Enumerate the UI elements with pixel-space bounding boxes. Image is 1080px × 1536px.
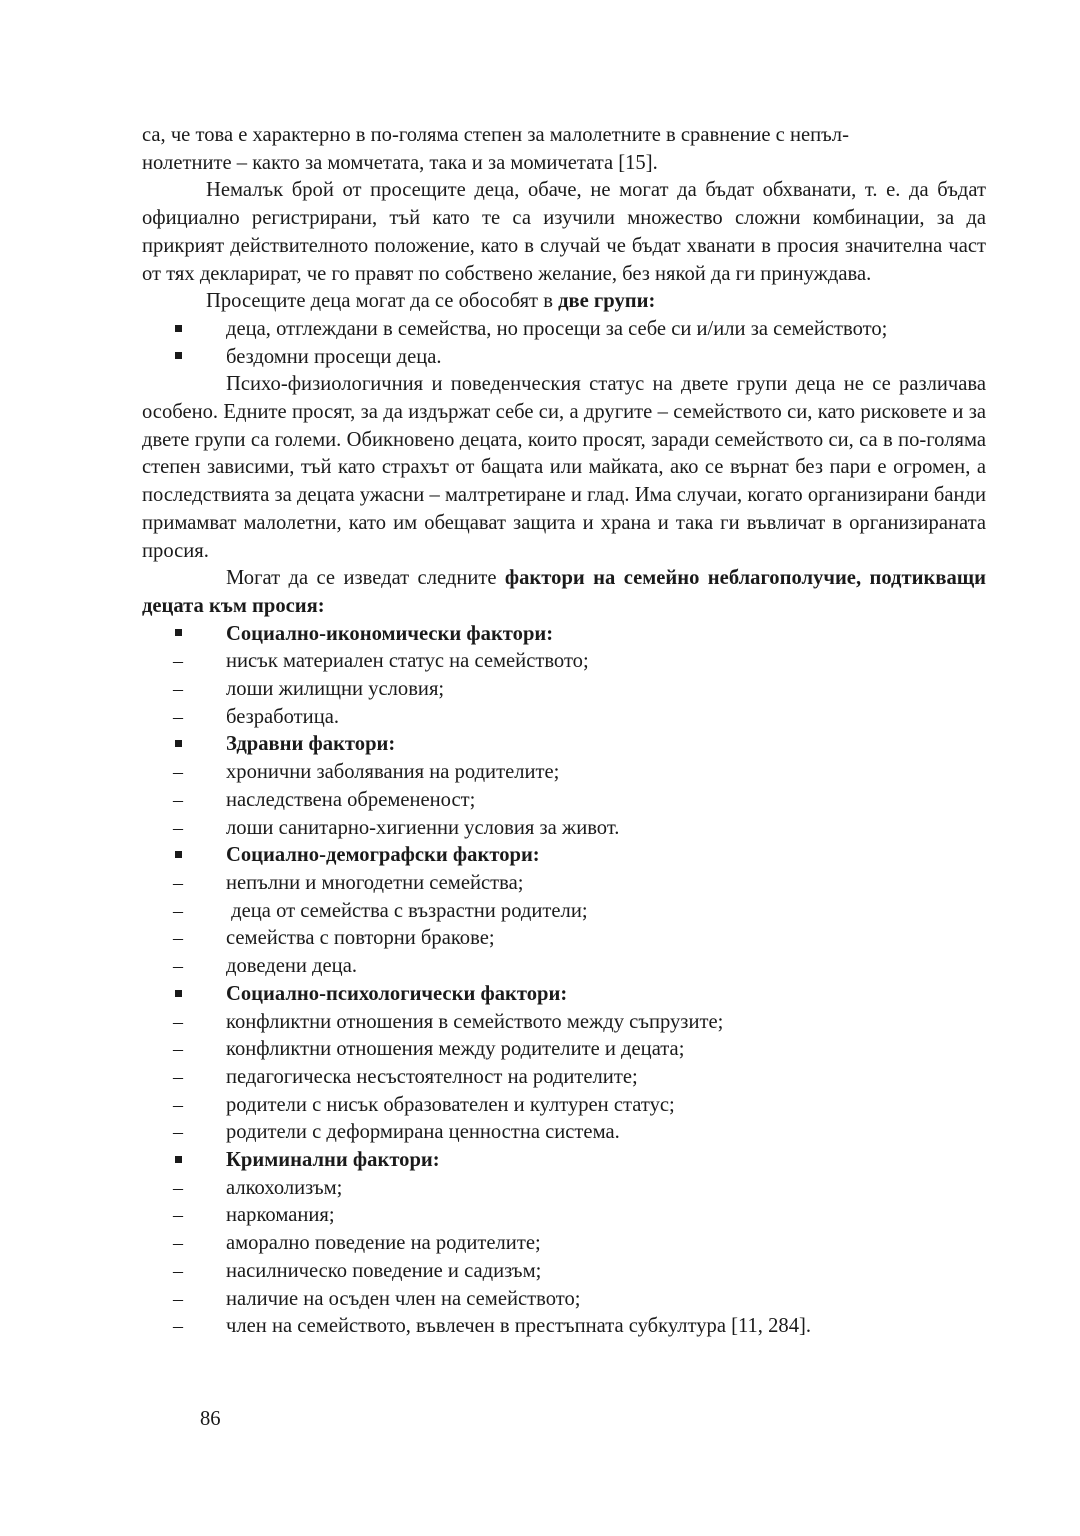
list-item [142, 1064, 986, 1092]
list-item [142, 676, 986, 704]
paragraph-1-line-2: нолетните – както за момчетата, така и за момичетата [15]. [142, 151, 658, 174]
page-number: 86 [200, 1408, 221, 1430]
groups-list [142, 316, 986, 371]
paragraph-1-line-1: са, че това е характерно в по-голяма степен за малолетните в сравнение с непъл- [142, 124, 849, 146]
list-item [142, 344, 986, 372]
list-item [142, 1230, 986, 1258]
factor-group-title-text: Здравни фактори: [226, 733, 396, 756]
dash-bullet-icon: – [173, 788, 183, 811]
dash-bullet-icon: – [173, 1259, 183, 1282]
factor-item-text: хронични заболявания на родителите; [226, 761, 560, 784]
list-item [142, 1175, 986, 1203]
list-item [142, 1258, 986, 1286]
groups-intro-text: Просещите деца могат да се обособят в [206, 290, 559, 313]
dash-bullet-icon: – [173, 1315, 183, 1338]
factor-group-title [142, 1147, 986, 1175]
square-bullet-icon [168, 731, 188, 759]
dash-bullet-icon: – [173, 1093, 183, 1116]
dash-bullet-icon: – [173, 871, 183, 894]
factor-group-title-text: Криминални фактори: [226, 1149, 440, 1172]
factor-item-text: непълни и многодетни семейства; [226, 871, 524, 894]
factor-group-title [142, 731, 986, 759]
list-item [142, 1286, 986, 1314]
dash-bullet-icon: – [173, 927, 183, 950]
dash-bullet-icon: – [173, 1065, 183, 1088]
list-item [142, 316, 986, 344]
factor-item-text: наркомания; [226, 1204, 335, 1227]
factor-item-text: аморално поведение на родителите; [226, 1232, 541, 1255]
factor-item-text: алкохолизъм; [226, 1176, 343, 1199]
square-bullet-icon [168, 1147, 188, 1175]
dash-bullet-icon: – [173, 1038, 183, 1061]
factor-item-text: безработица. [226, 705, 340, 728]
square-bullet-icon [168, 981, 188, 1009]
dash-bullet-icon: – [173, 1232, 183, 1255]
square-bullet-icon [168, 344, 188, 372]
list-item [142, 870, 986, 898]
dash-bullet-icon: – [173, 1204, 183, 1227]
factor-item-text: член на семейството, въвлечен в престъпната субкултура [11, 284]. [226, 1315, 811, 1338]
list-item [142, 1202, 986, 1230]
dash-bullet-icon: – [173, 816, 183, 839]
factor-item-text: конфликтни отношения между родителите и децата; [226, 1038, 685, 1061]
square-bullet-icon [168, 842, 188, 870]
list-item [142, 648, 986, 676]
factors-intro-text: Могат да се изведат следните [226, 567, 505, 590]
dash-bullet-icon: – [173, 899, 183, 922]
factor-item-text: семейства с повторни бракове; [226, 927, 495, 950]
list-item [142, 953, 986, 981]
list-item [142, 787, 986, 815]
factor-item-text: доведени деца. [226, 955, 357, 978]
factor-group-title-text: Социално-психологически фактори: [226, 982, 568, 1005]
factors-list [142, 621, 986, 1341]
factor-item-text: наследствена обремененост; [226, 788, 476, 811]
factor-item-text: нисък материален статус на семейството; [226, 650, 589, 673]
paragraph-1 [142, 122, 986, 177]
factor-item-text: наличие на осъден член на семейството; [226, 1287, 581, 1310]
group-item-text: бездомни просещи деца. [226, 345, 442, 368]
dash-bullet-icon: – [173, 650, 183, 673]
factors-intro-bold: фактори на семейно неблагополучие, подтикващи децата към просия: [142, 567, 986, 617]
factors-intro [142, 565, 986, 620]
list-item [142, 1092, 986, 1120]
list-item [142, 815, 986, 843]
paragraph-2: Немалък брой от просещите деца, обаче, не могат да бъдат обхванати, т. е. да бъдат официално регистрирани, тъй като те са изучили множество сложни комбинации, за да прикрият действителното положение, като в случай че бъдат хванати в просия значителна част от тях декларират, че го правят по собствено желание, без някой да ги принуждава. [142, 179, 986, 285]
factor-item-text: родители с нисък образователен и културен статус; [226, 1093, 675, 1116]
dash-bullet-icon: – [173, 1121, 183, 1144]
factor-group-title [142, 842, 986, 870]
list-item [142, 1313, 986, 1341]
dash-bullet-icon: – [173, 955, 183, 978]
square-bullet-icon [168, 621, 188, 649]
factor-group-title [142, 621, 986, 649]
dash-bullet-icon: – [173, 761, 183, 784]
dash-bullet-icon: – [173, 678, 183, 701]
factor-group-title [142, 981, 986, 1009]
list-item [142, 759, 986, 787]
factor-group-title-text: Социално-икономически фактори: [226, 622, 554, 645]
list-item [142, 704, 986, 732]
factor-item-text: педагогическа несъстоятелност на родителите; [226, 1065, 638, 1088]
list-item [142, 1036, 986, 1064]
factor-group-title-text: Социално-демографски фактори: [226, 844, 540, 867]
list-item [142, 1009, 986, 1037]
factor-item-text: конфликтни отношения в семейството между съпрузите; [226, 1010, 724, 1033]
group-item-text: деца, отглеждани в семейства, но просещи за себе си и/или за семейството; [226, 317, 888, 340]
dash-bullet-icon: – [173, 1287, 183, 1310]
square-bullet-icon [168, 316, 188, 344]
dash-bullet-icon: – [173, 1010, 183, 1033]
factor-item-text: деца от семейства с възрастни родители; [226, 899, 588, 922]
dash-bullet-icon: – [173, 1176, 183, 1199]
page-body [142, 122, 986, 1341]
groups-intro [142, 288, 986, 316]
factor-item-text: насилническо поведение и садизъм; [226, 1259, 542, 1282]
paragraph-3: Психо-физиологичния и поведенческия статус на двете групи деца не се различава особено. Едните просят, за да издържат себе си, а другите – семейството си, като рисковете и за двете групи са големи. Обикновено децата, които просят, заради семейството си, са в по-голяма степен зависими, тъй като страхът от бащата или майката, ако се върнат без пари е огромен, а последствията за децата ужасни – малтретиране и глад. Има случаи, когато организирани банди примамват малолетни, като им обещават защита и храна и така ги въвличат в организираната просия. [142, 373, 986, 562]
list-item [142, 898, 986, 926]
list-item [142, 925, 986, 953]
factor-item-text: лоши жилищни условия; [226, 678, 445, 701]
list-item [142, 1119, 986, 1147]
dash-bullet-icon: – [173, 705, 183, 728]
factor-item-text: родители с деформирана ценностна система. [226, 1121, 620, 1144]
groups-intro-bold: две групи: [558, 290, 656, 313]
factor-item-text: лоши санитарно-хигиенни условия за живот. [226, 816, 620, 839]
